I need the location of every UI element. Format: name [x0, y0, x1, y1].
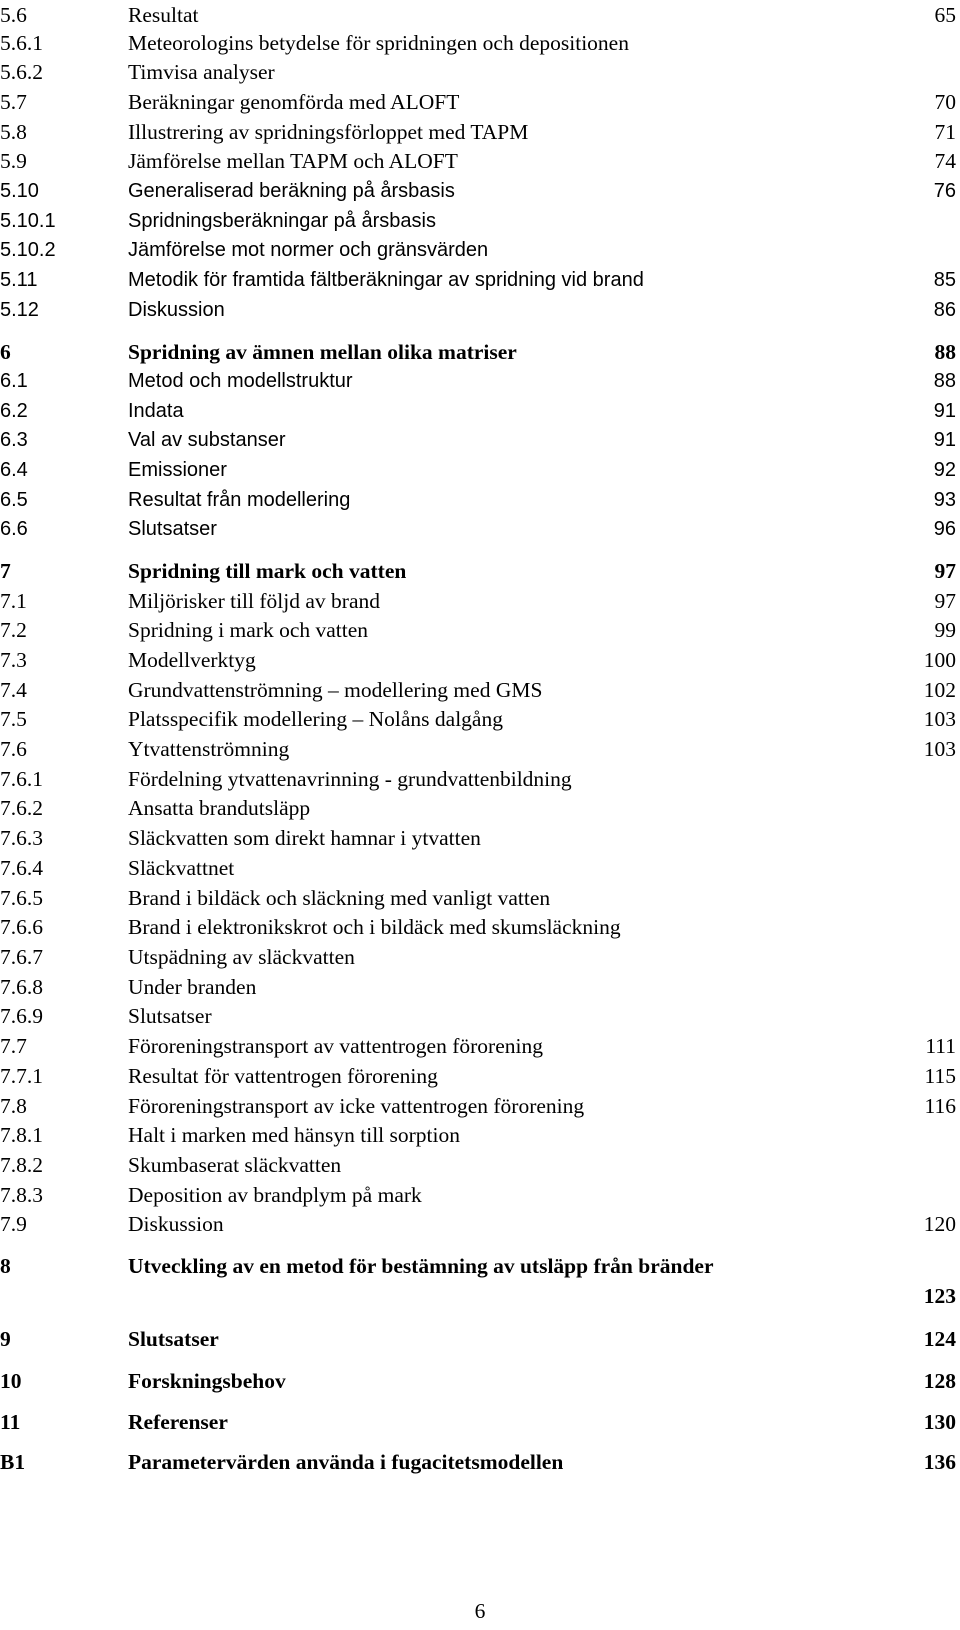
toc-entry[interactable] — [0, 455, 960, 485]
toc-entry-number: 7.7 — [0, 1034, 27, 1058]
toc-entry-number: 7.3 — [0, 648, 27, 672]
toc-entry[interactable] — [0, 425, 960, 455]
toc-entry-page: 71 — [934, 120, 956, 144]
toc-entry-title: Föroreningstransport av icke vattentrogen förorening — [128, 1094, 585, 1118]
toc-entry-page: 92 — [933, 459, 956, 481]
toc-entry-page: 85 — [933, 269, 956, 291]
toc-entry-number: 7.6 — [0, 737, 27, 761]
toc-entry[interactable] — [0, 556, 960, 586]
toc-entry-title: Jämförelse mot normer och gränsvärden — [128, 239, 489, 261]
toc-entry-title: Platsspecifik modellering – Nolåns dalgång — [128, 707, 503, 731]
toc-entry[interactable] — [0, 1031, 960, 1061]
toc-entry-number: 5.11 — [0, 269, 38, 291]
toc-entry-page: 100 — [923, 648, 956, 672]
toc-entry-title: Ytvattenströmning — [128, 737, 290, 761]
toc-entry-number: 10 — [0, 1369, 22, 1393]
toc-entry-title: Ansatta brandutsläpp — [128, 796, 311, 820]
toc-entry[interactable] — [0, 295, 960, 325]
toc-entry[interactable] — [0, 1251, 960, 1313]
toc-entry-page: 116 — [924, 1094, 956, 1118]
toc-entry[interactable] — [0, 1180, 960, 1210]
toc-entry-number: B1 — [0, 1450, 26, 1474]
toc-entry-page: 86 — [933, 299, 956, 321]
toc-entry-number: 5.8 — [0, 120, 27, 144]
toc-entry-title: Emissioner — [128, 459, 227, 481]
toc-entry[interactable] — [0, 615, 960, 645]
toc-entry-title: Val av substanser — [128, 429, 286, 451]
toc-entry-page: 120 — [923, 1212, 956, 1236]
toc-entry-number: 7.8.1 — [0, 1123, 43, 1147]
toc-entry[interactable] — [0, 1091, 960, 1121]
toc-entry-title: Slutsatser — [128, 518, 217, 540]
toc-entry-number: 7.5 — [0, 707, 27, 731]
toc-entry-title: Metod och modellstruktur — [128, 370, 353, 392]
toc-entry-page: 103 — [923, 707, 956, 731]
toc-entry-title: Parametervärden använda i fugacitetsmodellen — [128, 1450, 564, 1474]
toc-entry-page: 124 — [923, 1327, 956, 1351]
toc-entry-number: 6.2 — [0, 400, 28, 422]
toc-entry-title: Resultat — [128, 3, 199, 27]
toc-entry-number: 7.6.8 — [0, 975, 43, 999]
toc-entry-number: 7.8.2 — [0, 1153, 43, 1177]
toc-entry-page: 91 — [933, 429, 956, 451]
toc-entry-title: Släckvattnet — [128, 856, 235, 880]
toc-entry-page: 93 — [933, 489, 956, 511]
toc-entry-number: 7 — [0, 559, 11, 583]
toc-entry-page: 88 — [934, 340, 956, 364]
toc-entry[interactable] — [0, 57, 960, 87]
toc-entry-number: 5.6 — [0, 3, 27, 27]
toc-entry-number: 5.6.1 — [0, 31, 43, 55]
toc-entry-number: 5.12 — [0, 299, 39, 321]
toc-entry-number: 5.9 — [0, 149, 27, 173]
toc-entry[interactable] — [0, 1407, 960, 1437]
toc-entry[interactable] — [0, 396, 960, 426]
toc-entry[interactable] — [0, 366, 960, 396]
toc-entry-title: Diskussion — [128, 299, 225, 321]
toc-entry-title: Spridning till mark och vatten — [128, 559, 407, 583]
toc-entry-title: Spridning i mark och vatten — [128, 618, 369, 642]
toc-entry[interactable] — [0, 265, 960, 295]
toc-entry-number: 7.8 — [0, 1094, 27, 1118]
toc-entry[interactable] — [0, 912, 960, 942]
toc-entry-title: Deposition av brandplym på mark — [128, 1183, 422, 1207]
toc-entry-title: Resultat för vattentrogen förorening — [128, 1064, 438, 1088]
toc-entry[interactable] — [0, 883, 960, 913]
toc-entry-title: Diskussion — [128, 1212, 224, 1236]
toc-entry-page: 74 — [934, 149, 956, 173]
toc-entry-number: 7.9 — [0, 1212, 27, 1236]
toc-entry-page: 128 — [923, 1369, 956, 1393]
toc-entry-title: Modellverktyg — [128, 648, 256, 672]
toc-entry-title: Referenser — [128, 1410, 228, 1434]
toc-entry[interactable] — [0, 853, 960, 883]
toc-entry-title: Beräkningar genomförda med ALOFT — [128, 90, 460, 114]
toc-entry-number: 6.1 — [0, 370, 28, 392]
toc-entry-title: Utspädning av släckvatten — [128, 945, 355, 969]
toc-entry-page: 97 — [934, 559, 956, 583]
toc-entry[interactable] — [0, 1447, 960, 1477]
toc-entry[interactable] — [0, 1209, 960, 1239]
toc-entry[interactable] — [0, 146, 960, 176]
toc-entry-page: 123 — [923, 1284, 956, 1308]
toc-entry-page: 103 — [923, 737, 956, 761]
toc-entry[interactable] — [0, 586, 960, 616]
toc-entry-number: 5.10 — [0, 180, 39, 202]
toc-entry-page: 96 — [933, 518, 956, 540]
toc-entry[interactable] — [0, 485, 960, 515]
toc-entry-title: Slutsatser — [128, 1004, 212, 1028]
toc-entry-title: Resultat från modellering — [128, 489, 351, 511]
toc-entry-number: 6.6 — [0, 518, 28, 540]
toc-entry[interactable] — [0, 1001, 960, 1031]
toc-entry-number: 7.1 — [0, 589, 27, 613]
toc-entry-number: 6.4 — [0, 459, 28, 481]
toc-entry[interactable] — [0, 645, 960, 675]
toc-entry[interactable] — [0, 28, 960, 58]
toc-entry-number: 7.6.6 — [0, 915, 43, 939]
toc-entry[interactable] — [0, 235, 960, 265]
toc-entry-title: Miljörisker till följd av brand — [128, 589, 380, 613]
toc-entry-title: Illustrering av spridningsförloppet med TAPM — [128, 120, 529, 144]
toc-entry-number: 7.6.5 — [0, 886, 43, 910]
toc-entry[interactable] — [0, 704, 960, 734]
toc-entry-number: 5.10.2 — [0, 239, 56, 261]
toc-entry-number: 7.6.9 — [0, 1004, 43, 1028]
toc-entry[interactable] — [0, 734, 960, 764]
toc-entry-number: 7.6.3 — [0, 826, 43, 850]
toc-entry-title: Slutsatser — [128, 1327, 219, 1351]
toc-entry-number: 7.4 — [0, 678, 27, 702]
toc-entry-title: Meteorologins betydelse för spridningen och depositionen — [128, 31, 629, 55]
toc-entry-title: Spridning av ämnen mellan olika matriser — [128, 340, 517, 364]
toc-entry-title: Halt i marken med hänsyn till sorption — [128, 1123, 461, 1147]
toc-entry[interactable] — [0, 1366, 960, 1396]
toc-entry[interactable] — [0, 1061, 960, 1091]
toc-entry-page: 65 — [934, 3, 956, 27]
toc-entry-number: 7.6.1 — [0, 767, 43, 791]
toc-entry-title: Forskningsbehov — [128, 1369, 286, 1393]
toc-entry-page: 102 — [923, 678, 956, 702]
toc-entry-number: 7.2 — [0, 618, 27, 642]
toc-entry[interactable] — [0, 823, 960, 853]
toc-entry-number: 7.8.3 — [0, 1183, 43, 1207]
toc-entry-title: Generaliserad beräkning på årsbasis — [128, 180, 455, 202]
toc-entry-number: 7.7.1 — [0, 1064, 43, 1088]
toc-entry-page: 130 — [923, 1410, 956, 1434]
toc-entry-title: Utveckling av en metod för bestämning av utsläpp från bränder — [128, 1254, 714, 1278]
toc-entry[interactable] — [0, 972, 960, 1002]
toc-entry-title: Metodik för framtida fältberäkningar av spridning vid brand — [128, 269, 644, 291]
toc-entry-title: Timvisa analyser — [128, 60, 275, 84]
toc-entry-number: 8 — [0, 1254, 11, 1278]
page-number: 6 — [474, 1599, 486, 1623]
toc-entry-title: Brand i elektronikskrot och i bildäck med skumsläckning — [128, 915, 621, 939]
toc-entry[interactable] — [0, 793, 960, 823]
toc-entry-number: 6.5 — [0, 489, 28, 511]
toc-entry-title: Skumbaserat släckvatten — [128, 1153, 342, 1177]
toc-entry[interactable] — [0, 764, 960, 794]
toc-entry-page: 91 — [933, 400, 956, 422]
toc-entry-number: 6.3 — [0, 429, 28, 451]
toc-entry-title: Fördelning ytvattenavrinning - grundvattenbildning — [128, 767, 572, 791]
toc-entry-page: 136 — [923, 1450, 956, 1474]
toc-entry-title: Föroreningstransport av vattentrogen förorening — [128, 1034, 543, 1058]
toc-entry-page: 88 — [933, 370, 956, 392]
toc-entry-number: 9 — [0, 1327, 11, 1351]
toc-entry-page: 97 — [934, 589, 956, 613]
toc-entry[interactable] — [0, 176, 960, 206]
toc-entry-title: Under branden — [128, 975, 257, 999]
toc-entry-number: 11 — [0, 1410, 21, 1434]
toc-entry-number: 5.7 — [0, 90, 27, 114]
toc-entry-number: 5.6.2 — [0, 60, 43, 84]
toc-entry[interactable] — [0, 514, 960, 544]
toc-entry[interactable] — [0, 117, 960, 147]
toc-entry-title: Släckvatten som direkt hamnar i ytvatten — [128, 826, 481, 850]
toc-entry-number: 7.6.7 — [0, 945, 43, 969]
toc-entry-page: 99 — [934, 618, 956, 642]
toc-entry-title: Indata — [128, 400, 184, 422]
toc-entry-title: Grundvattenströmning – modellering med GMS — [128, 678, 543, 702]
toc-entry[interactable] — [0, 1150, 960, 1180]
toc-entry[interactable] — [0, 1120, 960, 1150]
toc-entry-number: 7.6.4 — [0, 856, 43, 880]
toc-entry-number: 5.10.1 — [0, 210, 56, 232]
toc-entry-number: 7.6.2 — [0, 796, 43, 820]
toc-entry-page: 115 — [924, 1064, 956, 1088]
toc-entry[interactable] — [0, 337, 960, 367]
toc-entry[interactable] — [0, 206, 960, 236]
toc-entry[interactable] — [0, 942, 960, 972]
toc-entry-title: Brand i bildäck och släckning med vanligt vatten — [128, 886, 551, 910]
toc-entry-page: 76 — [933, 180, 956, 202]
toc-entry-title: Spridningsberäkningar på årsbasis — [128, 210, 436, 232]
toc-entry[interactable] — [0, 87, 960, 117]
toc-entry[interactable] — [0, 0, 960, 30]
toc-entry[interactable] — [0, 1324, 960, 1354]
toc-entry-page: 111 — [925, 1034, 956, 1058]
toc-entry-page: 70 — [934, 90, 956, 114]
toc-entry-number: 6 — [0, 340, 11, 364]
toc-entry-title: Jämförelse mellan TAPM och ALOFT — [128, 149, 458, 173]
toc-entry[interactable] — [0, 675, 960, 705]
